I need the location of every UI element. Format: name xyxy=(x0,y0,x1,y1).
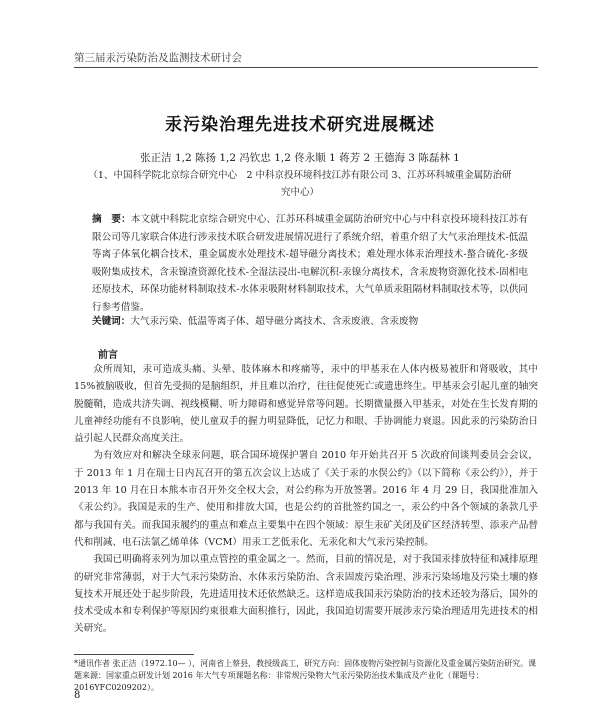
page-number: 8 xyxy=(74,690,81,701)
abstract-text: 本文就中科院北京综合研究中心、江苏环科城重金属防治研究中心与中科京投环境科技江苏有限公司等几家联合体进行涉汞技术联合研发进展情况进行了系统介绍，着重介绍了大气汞治理技术-低温等离子体氧化耦合技术，重金属废水处理技术-超导磁分离技术；难处理水体汞治理技术-螯合硫化-多级吸附集成技术，含汞镍渣资源化技术-全湿法浸出-电解沉积-汞镍分离技术，含汞废物资源化技术-固相电还原技术，环保功能材料制取技术-水体汞吸附材料制取技术，大气单质汞阻隔材料制取技术等，以供同行参考借鉴。 xyxy=(92,214,529,313)
keywords xyxy=(92,313,528,330)
running-head: 第三届汞污染防治及监测技术研讨会 xyxy=(74,52,242,64)
paper-title: 汞污染治理先进技术研究进展概述 xyxy=(165,115,435,135)
keywords-label: 关键词： xyxy=(92,316,131,327)
author-list: 张正洁 1,2 陈扬 1,2 冯钦忠 1,2 佟永顺 1 蒋芳 2 王德海 3 陈磊林 1 xyxy=(140,152,460,164)
footnote: *通讯作者 张正洁（1972.10— ），河南省上蔡县，教授级高工，研究方向：固体废物污染控制与资源化及重金属污染防治研究。课题来源：国家重点研发计划 2016 年大气专项课题名称：非常规污染物大气汞污染防治技术集成及产业化（课题号：2016YFC0209202）。 xyxy=(74,659,537,692)
header-divider xyxy=(74,67,538,68)
paragraph: 我国已明确将汞列为加以重点管控的重金属之一。然而，目前的情况是，对于我国汞排放特征和减排原理的研究非常薄弱，对于大气汞污染防治、水体汞污染防治、含汞固废污染治理、涉汞污染场地及污染土壤的修复技术开展还处于起步阶段，先进适用技术还依然缺乏。这样造成我国汞污染防治的技术还较为落后，国外的技术受成本和专利保护等原因约束很难大面积推行，因此，我国迫切需要开展涉汞污染治理适用先进技术的相关研究。 xyxy=(74,554,538,635)
paragraph: 众所周知，汞可造成头痛、头晕、肢体麻木和疼痛等，汞中的甲基汞在人体内极易被肝和肾吸收，其中 15%被脑吸收，但首先受损的是脑组织，并且难以治疗，往往促使死亡或遗患终生。甲基汞会引起儿童的轴突脱髓鞘，造成共济失调、视线模糊、听力障碍和感觉异常等问题。长期微量摄入甲基汞，对处在生长发育期的儿童神经功能有不良影响，使儿童双手的握力明显降低，记忆力和眼、手协调能力衰退。因此汞的污染防治日益引起人民群众高度关注。 xyxy=(74,364,538,445)
abstract xyxy=(92,211,528,317)
paragraph: 为有效应对和解决全球汞问题，联合国环境保护署自 2010 年开始共召开 5 次政府间谈判委员会会议，于 2013 年 1 月在瑞士日内瓦召开的第五次会议上达成了《关于汞的水俣公约》（以下简称《汞公约》），并于 2013 年 10 月在日本熊本市召开外交全权大会，对公约称为开放签署。2016 年 4 月 29 日，我国批准加入《汞公约》。我国是汞的生产、使用和排放大国，也是公约的首批签约国之一，汞公约中各个领域的条款几乎都与我国有关。而我国汞履约的重点和难点主要集中在四个领域：原生汞矿关闭及矿区经济转型、添汞产品替代和削减、电石法氯乙烯单体（VCM）用汞工艺低汞化、无汞化和大气汞污染控制。 xyxy=(74,450,538,548)
body-text xyxy=(74,361,538,638)
abstract-label: 摘 要： xyxy=(92,214,131,225)
keywords-text: 大气汞污染、低温等离子体、超导磁分离技术、含汞废液、含汞废物 xyxy=(130,316,419,327)
footnote-divider xyxy=(74,654,194,655)
section-heading: 前言 xyxy=(98,350,118,361)
affiliations: （1、中国科学院北京综合研究中心 2 中科京投环境科技江苏有限公司 3、江苏环科城重金属防治研究中心） xyxy=(88,170,512,198)
